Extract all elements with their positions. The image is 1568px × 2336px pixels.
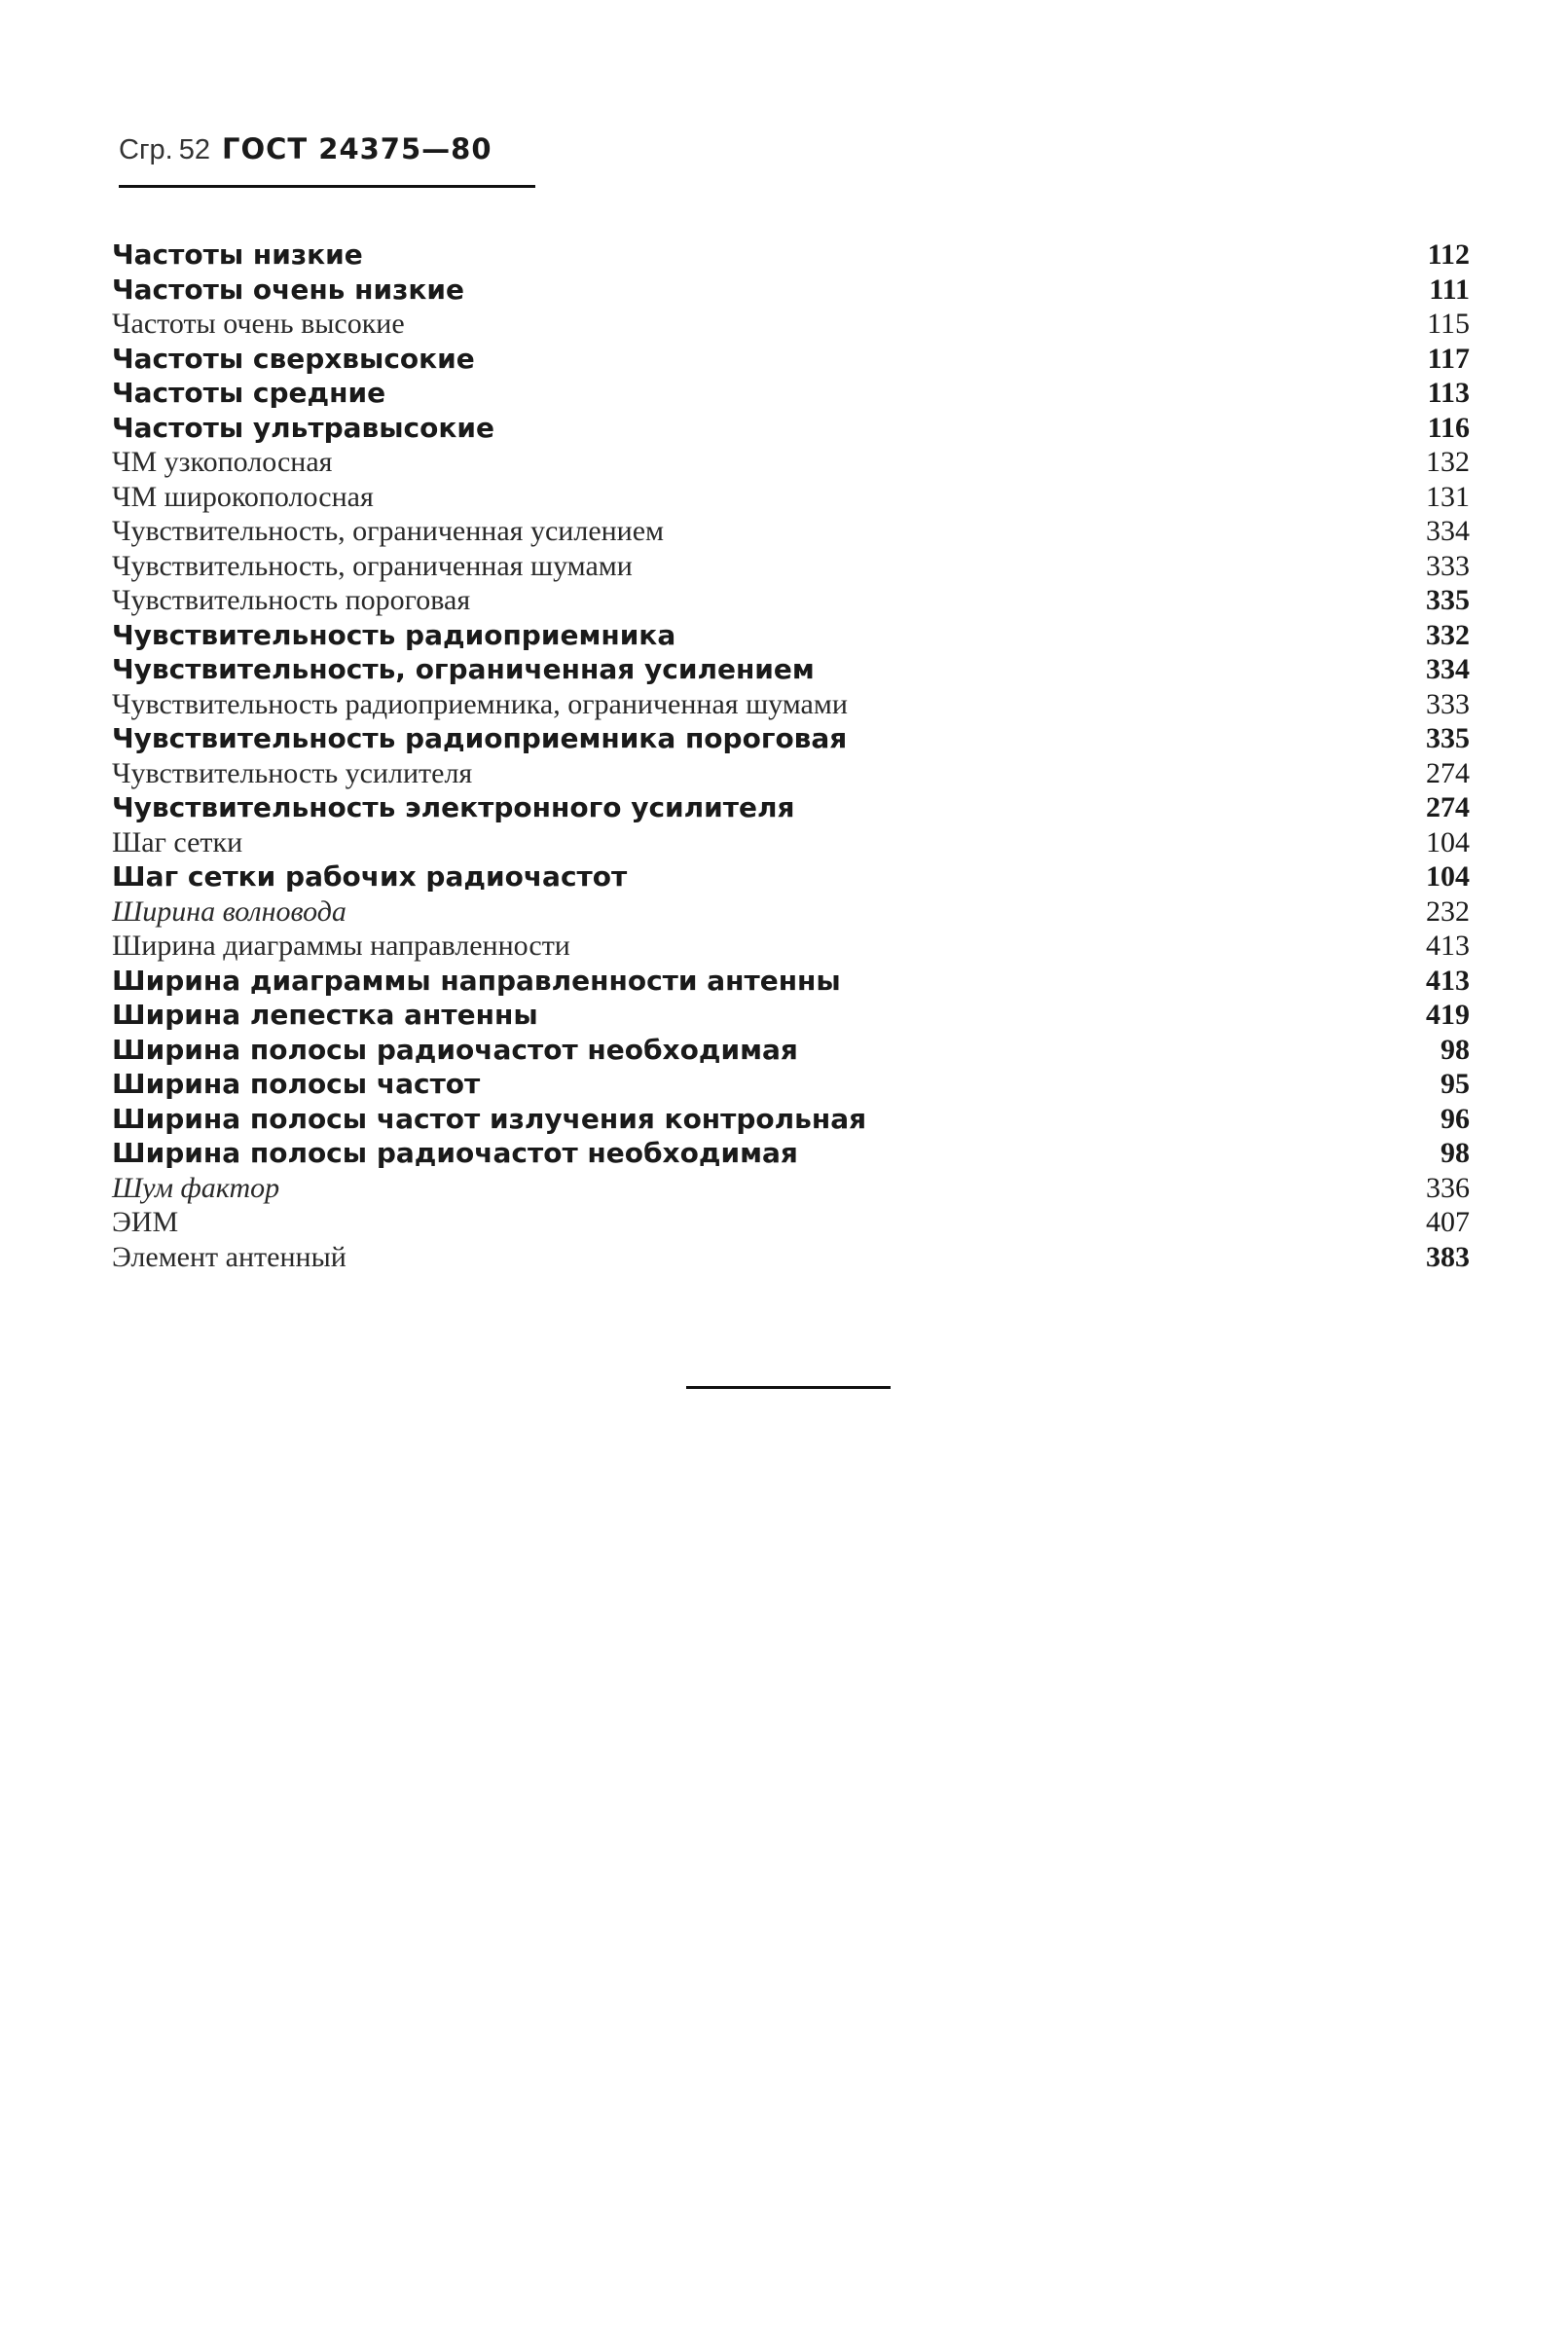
index-entry [112,825,1470,860]
index-term: Частоты сверхвысокие [112,342,475,375]
index-entry [112,549,1470,584]
index-term: Чувствительность радиоприемника пороговая [112,722,848,754]
index-page-number: 335 [1426,722,1470,754]
index-term: Частоты очень высокие [112,308,405,340]
index-page-number: 413 [1426,964,1470,997]
index-page-number: 131 [1426,480,1470,513]
index-entry [112,237,1470,273]
index-term: Шаг сетки [112,825,243,858]
index-entry [112,998,1470,1033]
index-term: ЧМ широкополосная [112,480,374,513]
index-page-number: 232 [1426,894,1470,928]
index-term: Чувствительность усилителя [112,756,473,789]
index-page-number: 116 [1427,411,1470,444]
index-entry [112,687,1470,722]
index-entry [112,618,1470,653]
page-number: 52 [178,134,210,165]
index-entry [112,1033,1470,1068]
index-page-number: 98 [1440,1033,1470,1066]
index-entry [112,1205,1470,1240]
index-page-number: 413 [1426,930,1470,962]
index-entry [112,1136,1470,1171]
index-term: Ширина волновода [112,894,346,928]
page-header [119,132,492,166]
page-label: Сгр. [119,134,173,165]
index-entry [112,1240,1470,1275]
index-page-number: 96 [1440,1102,1470,1135]
index-term: ЧМ узкополосная [112,446,333,478]
index-page-number: 132 [1426,446,1470,478]
index-term: Ширина лепестка антенны [112,999,538,1031]
index-page-number: 274 [1426,756,1470,789]
index-term: Ширина диаграммы направленности антенны [112,964,841,997]
index-entry [112,273,1470,308]
index-page-number: 104 [1426,825,1470,858]
index-term: Ширина полосы частот [112,1068,481,1100]
index-page-number: 95 [1440,1068,1470,1100]
index-term: Чувствительность радиоприемника [112,618,676,651]
index-entry [112,894,1470,930]
index-term: Чувствительность, ограниченная усилением [112,653,815,685]
index-entry [112,652,1470,687]
index-entry [112,411,1470,446]
index-entry [112,1067,1470,1102]
index-page-number: 111 [1429,273,1470,306]
index-entry [112,964,1470,999]
index-page-number: 383 [1426,1240,1470,1273]
index-entry [112,480,1470,515]
index-page-number: 333 [1426,687,1470,720]
index-page-number: 115 [1427,308,1470,340]
index-entry [112,721,1470,756]
index-page-number: 274 [1426,791,1470,823]
index-term: Чувствительность, ограниченная усилением [112,515,665,547]
index-term: Ширина полосы радиочастот необходимая [112,1033,798,1066]
index-term: Ширина диаграммы направленности [112,930,570,962]
index-page-number: 333 [1426,549,1470,582]
index-entry [112,514,1470,549]
index-term: Чувствительность, ограниченная шумами [112,549,633,582]
index-term: Частоты очень низкие [112,273,464,306]
index-term: Чувствительность пороговая [112,584,471,616]
index-term: Частоты средние [112,377,386,409]
index-entry [112,756,1470,791]
index-page-number: 334 [1426,515,1470,547]
index-term: Чувствительность электронного усилителя [112,791,795,823]
index-entry [112,790,1470,825]
index-page-number: 104 [1426,860,1470,893]
index-page-number: 334 [1426,653,1470,685]
index-page-number: 332 [1426,618,1470,651]
index-entry [112,445,1470,480]
subject-index-list [112,237,1470,1274]
index-page-number: 98 [1440,1137,1470,1169]
index-entry [112,342,1470,377]
index-entry [112,1171,1470,1206]
end-rule [686,1386,891,1389]
index-entry [112,1102,1470,1137]
index-entry [112,376,1470,411]
index-term: Частоты ультравысокие [112,411,494,444]
index-term: Чувствительность радиоприемника, ограниченная шумами [112,687,848,720]
index-entry [112,583,1470,618]
index-entry [112,929,1470,964]
index-term: Ширина полосы частот излучения контрольная [112,1102,867,1135]
index-page-number: 113 [1427,377,1470,409]
index-term: Шум фактор [112,1171,280,1204]
standard-code: ГОСТ 24375—80 [221,132,492,165]
index-term: Элемент антенный [112,1240,346,1273]
header-rule [119,185,535,188]
index-page-number: 419 [1426,999,1470,1031]
index-page-number: 335 [1426,584,1470,616]
index-term: Ширина полосы радиочастот необходимая [112,1137,798,1169]
index-page-number: 112 [1427,238,1470,271]
index-page-number: 407 [1426,1206,1470,1238]
index-term: ЭИМ [112,1206,179,1238]
index-page-number: 117 [1427,342,1470,375]
index-page-number: 336 [1426,1171,1470,1204]
index-term: Частоты низкие [112,238,363,271]
index-term: Шаг сетки рабочих радиочастот [112,860,628,893]
index-entry [112,859,1470,894]
index-entry [112,307,1470,342]
